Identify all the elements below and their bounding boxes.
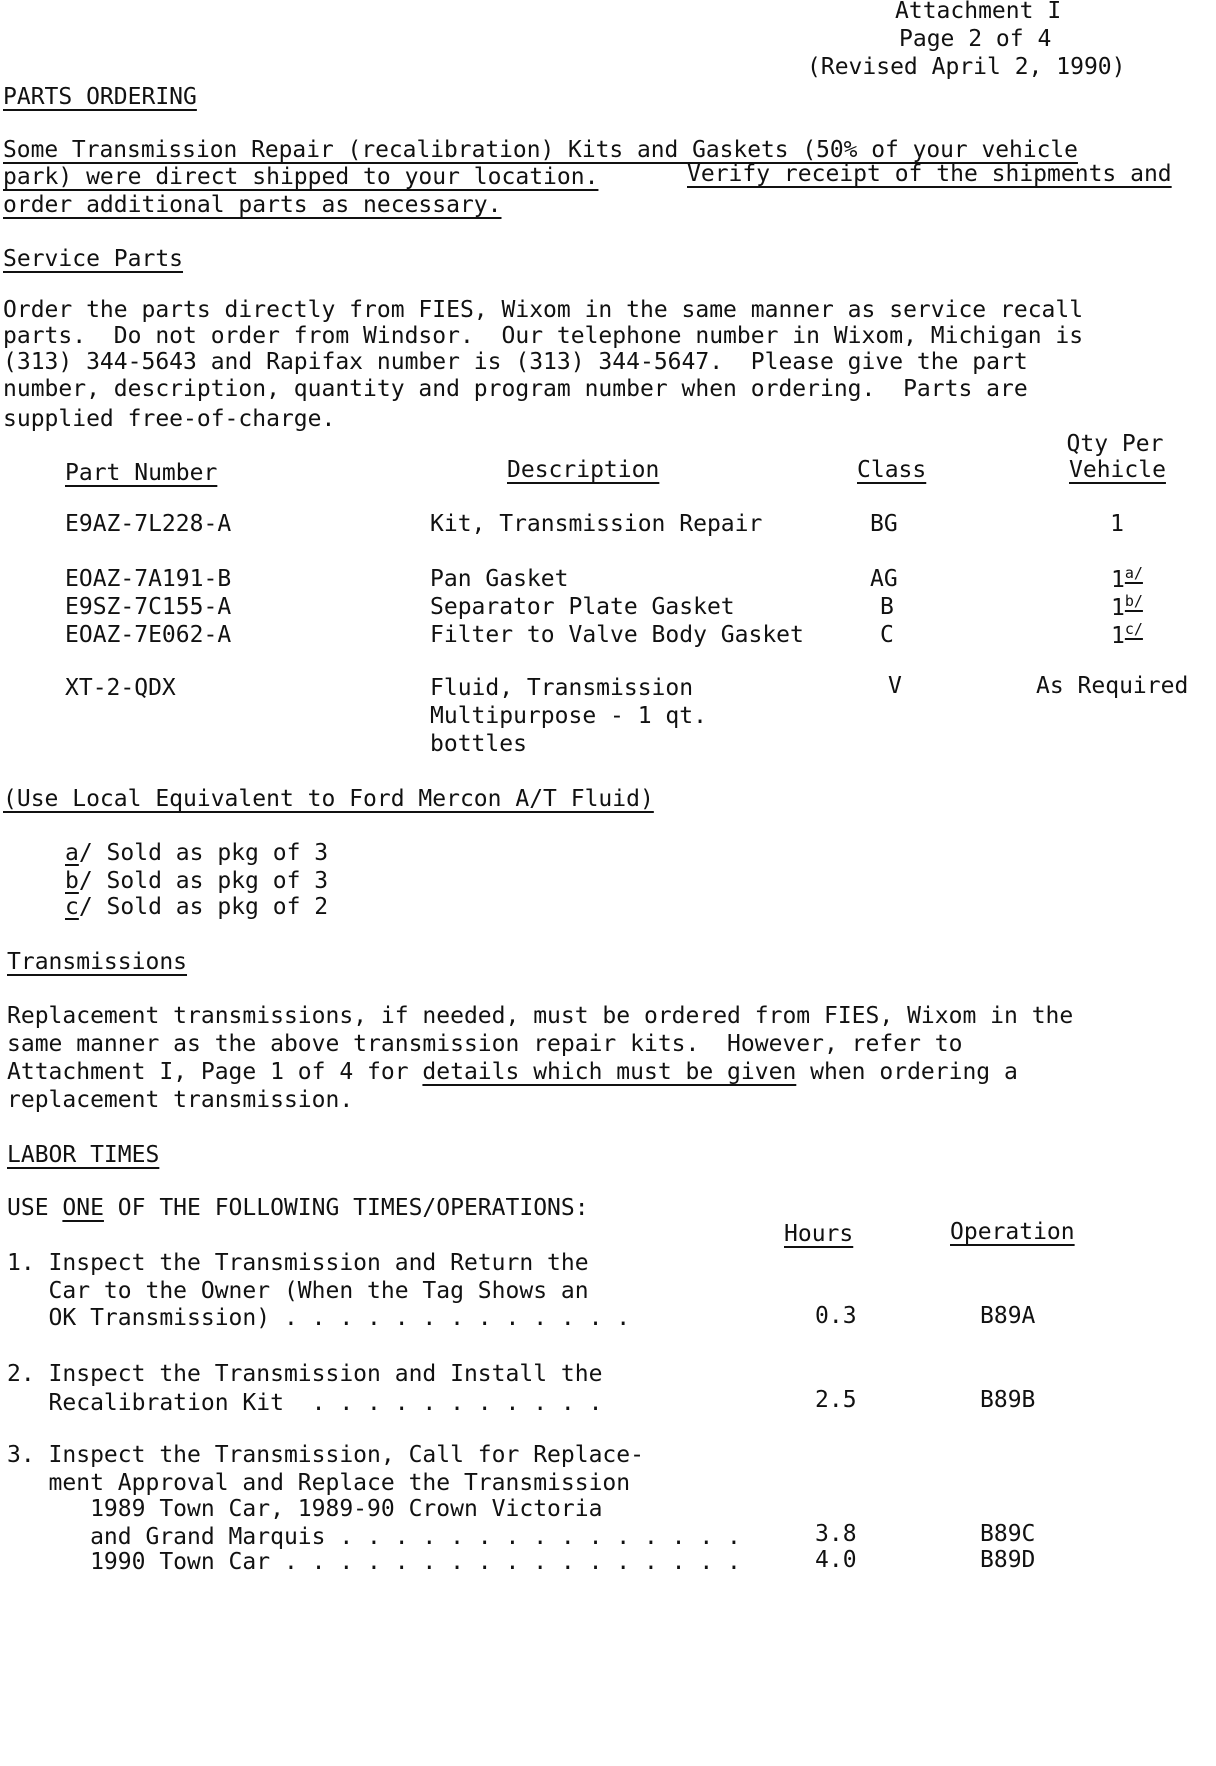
class-header: Class	[857, 457, 927, 483]
qty-cell: $1^{b/}$	[1111, 592, 1143, 621]
op3-hours-1: 3.8	[815, 1521, 857, 1547]
service-parts-line-1: Order the parts directly from FIES, Wixom in the same manner as service recall	[3, 297, 1084, 323]
parts-ordering-line-2a: park) were direct shipped to your location.	[3, 164, 599, 190]
fluid-equivalent-note: (Use Local Equivalent to Ford Mercon A/T Fluid)	[3, 786, 654, 812]
part-number-cell: E9AZ-7L228-A	[65, 511, 232, 537]
description-header: Description	[507, 457, 660, 483]
op3-line-1: 3. Inspect the Transmission, Call for Replace-	[7, 1442, 644, 1468]
description-cell: Separator Plate Gasket	[430, 594, 735, 620]
transmissions-heading: Transmissions	[7, 949, 188, 975]
qty-header-line-1: Qty Per	[1066, 431, 1164, 457]
op2-line-2: Recalibration Kit . . . . . . . . . . .	[7, 1390, 603, 1416]
operation-header: Operation	[950, 1219, 1075, 1245]
hours-header: Hours	[784, 1221, 854, 1247]
op1-line-2: Car to the Owner (When the Tag Shows an	[7, 1278, 589, 1304]
qty-cell: As Required	[1036, 673, 1189, 699]
service-parts-heading: Service Parts	[3, 246, 184, 272]
op3-code-1: B89C	[980, 1521, 1036, 1547]
labor-times-heading: LABOR TIMES	[7, 1142, 160, 1168]
description-cell: Fluid, Transmission	[430, 675, 694, 701]
class-cell: BG	[870, 511, 898, 537]
description-cell-line-3: bottles	[430, 731, 527, 757]
description-cell: Kit, Transmission Repair	[430, 511, 763, 537]
class-cell: V	[888, 673, 902, 699]
footnote-c: c/ Sold as pkg of 2	[65, 894, 329, 920]
op3-code-2: B89D	[980, 1547, 1036, 1573]
transmissions-line-1: Replacement transmissions, if needed, must be ordered from FIES, Wixom in the	[7, 1003, 1074, 1029]
part-number-cell: EOAZ-7E062-A	[65, 622, 232, 648]
op3-line-3: 1989 Town Car, 1989-90 Crown Victoria	[7, 1496, 603, 1522]
service-parts-line-3: (313) 344-5643 and Rapifax number is (313) 344-5647. Please give the part	[3, 349, 1028, 375]
class-cell: C	[880, 622, 894, 648]
attachment-label: Attachment I	[895, 0, 1062, 24]
part-number-header: Part Number	[65, 460, 218, 486]
transmissions-line-4: replacement transmission.	[7, 1087, 354, 1113]
part-number-cell: E9SZ-7C155-A	[65, 594, 232, 620]
revision-date: (Revised April 2, 1990)	[807, 54, 1126, 80]
op1-line-3: OK Transmission) . . . . . . . . . . . . .	[7, 1305, 631, 1331]
parts-ordering-line-3: order additional parts as necessary.	[3, 192, 502, 218]
description-cell-line-2: Multipurpose - 1 qt.	[430, 703, 707, 729]
qty-cell: $1^{c/}$	[1111, 620, 1143, 649]
op1-hours: 0.3	[815, 1303, 857, 1329]
transmissions-line-2: same manner as the above transmission repair kits. However, refer to	[7, 1031, 963, 1057]
op1-code: B89A	[980, 1303, 1036, 1329]
op3-line-4: and Grand Marquis . . . . . . . . . . . . . . .	[7, 1524, 741, 1550]
qty-cell: $1^{a/}$	[1111, 564, 1143, 593]
service-parts-line-5: supplied free-of-charge.	[3, 406, 336, 432]
op2-hours: 2.5	[815, 1387, 857, 1413]
labor-instruction: USE ONE OF THE FOLLOWING TIMES/OPERATIONS:	[7, 1195, 589, 1221]
footnote-a: a/ Sold as pkg of 3	[65, 840, 329, 866]
op1-line-1: 1. Inspect the Transmission and Return the	[7, 1250, 589, 1276]
service-parts-line-4: number, description, quantity and program number when ordering. Parts are	[3, 376, 1028, 402]
description-cell: Pan Gasket	[430, 566, 569, 592]
op3-line-2: ment Approval and Replace the Transmission	[7, 1470, 631, 1496]
parts-ordering-line-1: Some Transmission Repair (recalibration) Kits and Gaskets (50% of your vehicle	[3, 137, 1078, 163]
service-parts-line-2: parts. Do not order from Windsor. Our telephone number in Wixom, Michigan is	[3, 323, 1084, 349]
parts-ordering-line-2b: Verify receipt of the shipments and	[687, 161, 1172, 187]
parts-ordering-heading: PARTS ORDERING	[3, 84, 197, 110]
qty-cell: 1	[1110, 511, 1124, 537]
footnote-b: b/ Sold as pkg of 3	[65, 868, 329, 894]
page-number: Page 2 of 4	[899, 26, 1052, 52]
class-cell: AG	[870, 566, 898, 592]
op2-line-1: 2. Inspect the Transmission and Install the	[7, 1361, 603, 1387]
op3-hours-2: 4.0	[815, 1547, 857, 1573]
description-cell: Filter to Valve Body Gasket	[430, 622, 804, 648]
op3-line-5: 1990 Town Car . . . . . . . . . . . . . . . . .	[7, 1549, 741, 1575]
part-number-cell: XT-2-QDX	[65, 675, 176, 701]
op2-code: B89B	[980, 1387, 1036, 1413]
class-cell: B	[880, 594, 894, 620]
part-number-cell: EOAZ-7A191-B	[65, 566, 232, 592]
qty-header-line-2: Vehicle	[1069, 457, 1166, 483]
transmissions-line-3: Attachment I, Page 1 of 4 for details which must be given when ordering a	[7, 1059, 1018, 1085]
